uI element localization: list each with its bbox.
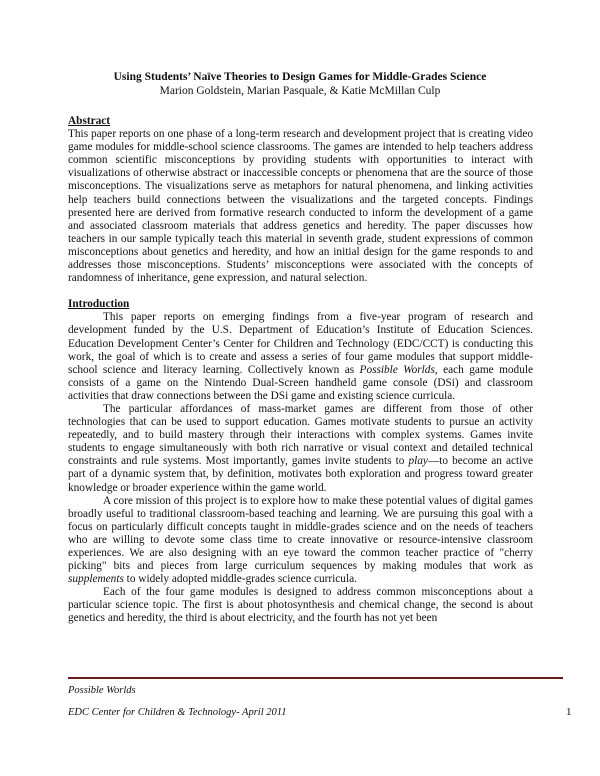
- intro-p3-italic: supplements: [68, 573, 124, 586]
- footer-series-title: Possible Worlds: [68, 685, 136, 696]
- intro-p3-text-b: to widely adopted middle-grades science curricula.: [123, 573, 357, 586]
- intro-p1-text-b: each game module consists of a game on the Nintendo Dual-Screen handheld game console (DSi) and classroom activities that draw connections between the DSi game and existing science curricula.: [68, 363, 534, 402]
- intro-p1-italic: Possible Worlds,: [359, 363, 438, 376]
- footer-organization-date: EDC Center for Children & Technology- April 2011: [68, 707, 287, 718]
- paper-title: Using Students’ Naïve Theories to Design Games for Middle-Grades Science: [113, 71, 487, 83]
- intro-paragraph-4: Each of the four game modules is designed to address common misconceptions about a particular science topic. The first is about photosynthesis and chemical change, the second is about genetics and heredity, the third is about electricity, and the fourth has not yet been: [68, 586, 533, 625]
- page-number: 1: [566, 706, 572, 718]
- authors: Marion Goldstein, Marian Pasquale, & Katie McMillan Culp: [159, 85, 441, 97]
- abstract-text: This paper reports on one phase of a long-term research and development project that is creating video game modules for middle-school science classrooms. The games are intended to help teachers address common scientific misconceptions by providing students with opportunities to interact with visualizations of otherwise abstract or inaccessible concepts or phenomena that are the source of those misconceptions. The visualizations serve as metaphors for natural phenomena, and linking activities help teachers build connections between the visualizations and the targeted concepts. Findings presented here are derived from formative research conducted to inform the development of a game and associated classroom materials that address genetics and heredity. The paper discusses how teachers in our sample typically teach this material in seventh grade, student expressions of common misconceptions about genetics and heredity, and how an initial design for the game responds to and addresses those misconceptions. Students’ misconceptions were associated with the concepts of randomness of inheritance, gene expression, and natural selection.: [68, 128, 533, 285]
- title-block: [0, 70, 600, 98]
- intro-p3-text-a: A core mission of this project is to explore how to make these potential values of digital games broadly useful to traditional classroom-based teaching and learning. We are pursuing this goal with a focus on particularly difficult concepts taught in middle-grades science and on the needs of teachers who are willing to devote some class time to create innovative or resource-intensive classroom experiences. We are also designing with an eye toward the common teacher practice of "cherry picking" bits and pieces from large curriculum sequences by making modules that work as: [68, 494, 533, 573]
- intro-p1-text-a: This paper reports on emerging findings from a five-year program of research and development funded by the U.S. Department of Education’s Institute of Education Sciences. Education Development Center’s Center for Children and Technology (EDC/CCT) is conducting this work, the goal of which is to create and assess a series of four game modules that support middle-school science and literacy learning. Collectively known as: [68, 311, 533, 376]
- abstract-heading: Abstract: [68, 115, 111, 127]
- footer-rule: [68, 677, 563, 679]
- intro-p2-text-a: The particular affordances of mass-market games are different from those of other technologies that can be used to support education. Games motivate students to pursue an activity repeatedly, and to build mastery through their interactions with complex systems. Games invite students to engage simultaneously with both rich narrative or visual context and detailed technical constraints and rule systems. Most importantly, games invite students to: [68, 402, 533, 468]
- paper-body: [68, 115, 533, 626]
- intro-paragraph-1: [68, 311, 533, 403]
- intro-paragraph-2: [68, 403, 533, 495]
- introduction-heading: Introduction: [68, 298, 130, 311]
- intro-paragraph-3: [68, 495, 533, 587]
- intro-p2-italic: play: [408, 455, 428, 468]
- intro-p2-text-b: —to become an active part of a dynamic system that, by definition, motivates both exploration and progress toward greater knowledge or broader experience within the game world.: [68, 455, 533, 494]
- section-spacer: [68, 285, 533, 298]
